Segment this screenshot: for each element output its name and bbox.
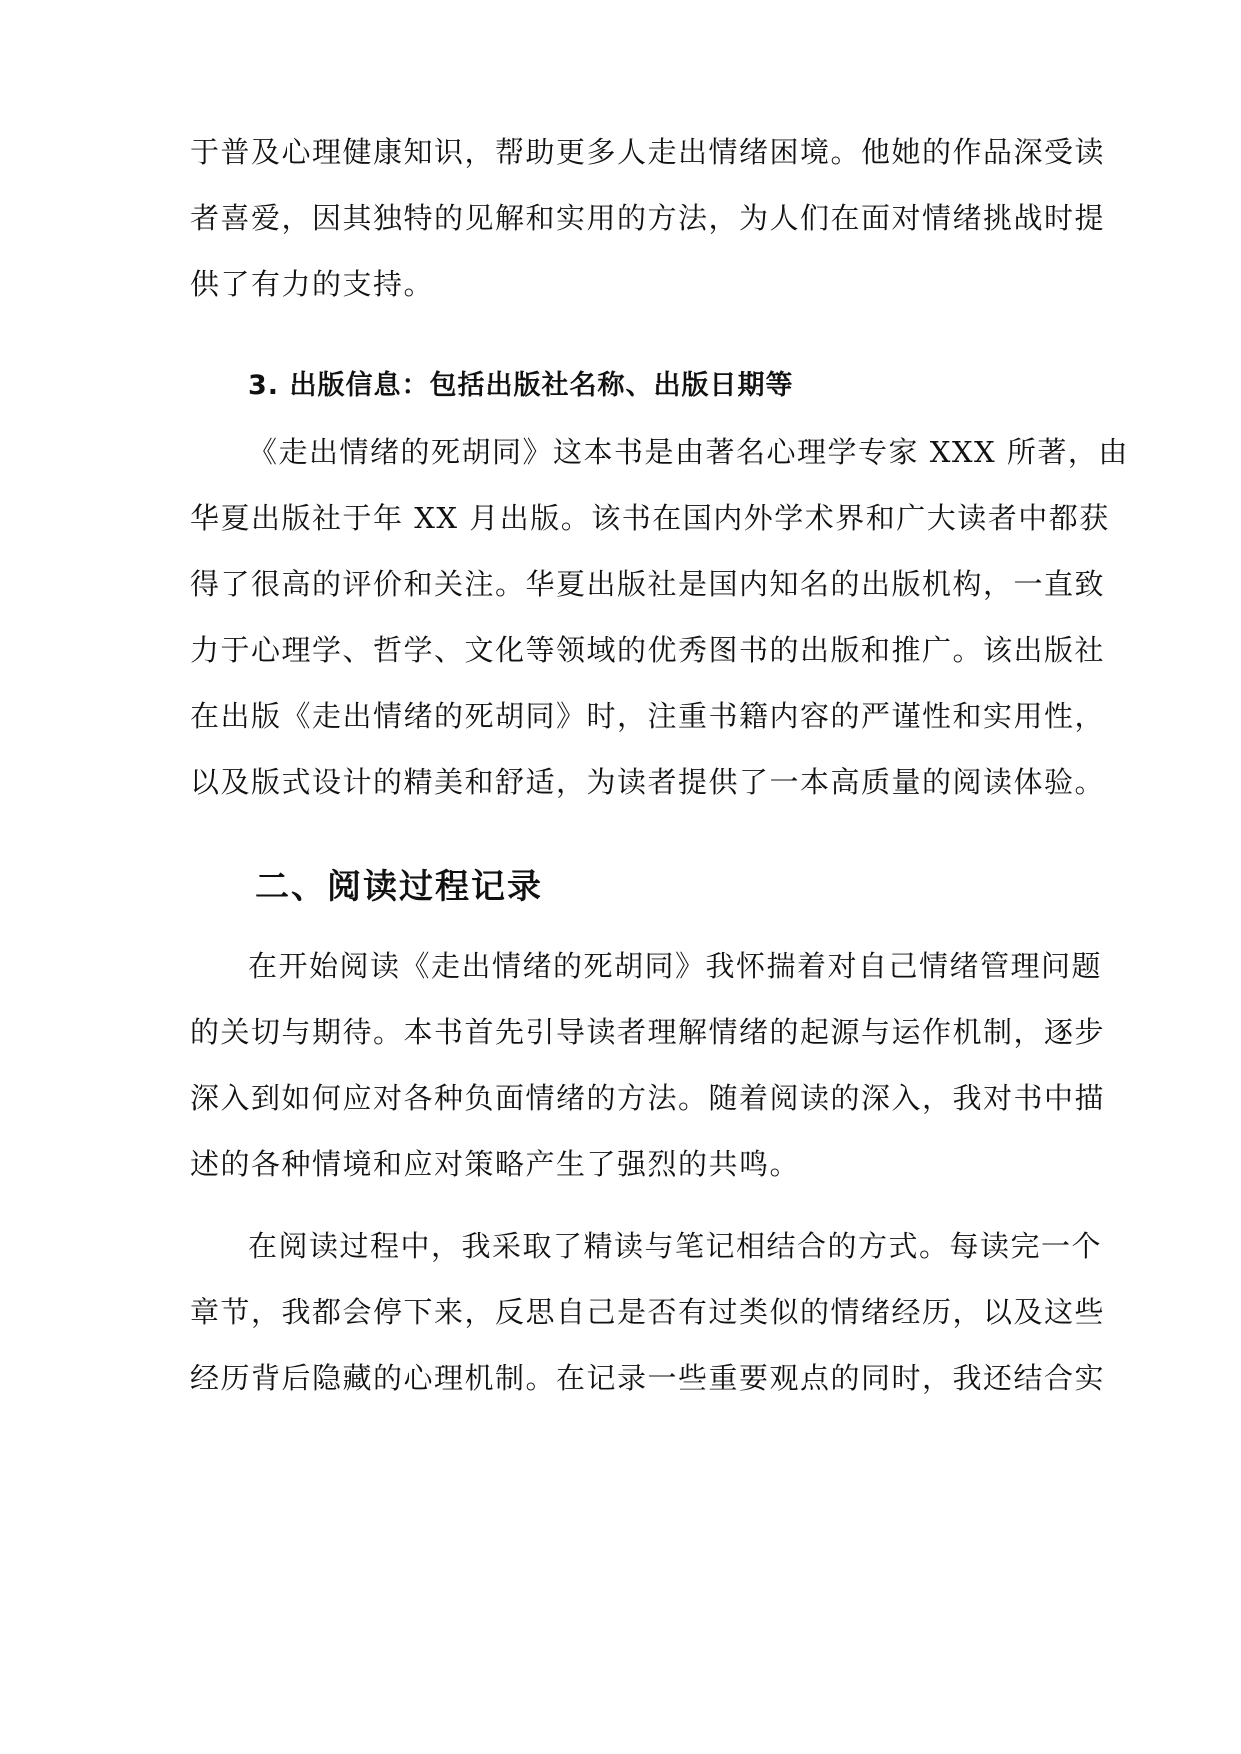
publication-line-1: 《走出情绪的死胡同》这本书是由著名心理学专家 XXX 所著，由 xyxy=(248,435,1129,469)
intro-line-1: 于普及心理健康知识，帮助更多人走出情绪困境。他她的作品深受读 xyxy=(190,135,1106,169)
publication-line-2: 华夏出版社于年 XX 月出版。该书在国内外学术界和广大读者中都获 xyxy=(190,501,1110,535)
reading-p1-line-2: 的关切与期待。本书首先引导读者理解情绪的起源与运作机制，逐步 xyxy=(190,1015,1106,1049)
reading-p2-line-2: 章节，我都会停下来，反思自己是否有过类似的情绪经历，以及这些 xyxy=(190,1295,1106,1329)
reading-p2-line-3: 经历背后隐藏的心理机制。在记录一些重要观点的同时，我还结合实 xyxy=(190,1361,1106,1395)
reading-p1-line-3: 深入到如何应对各种负面情绪的方法。随着阅读的深入，我对书中描 xyxy=(190,1081,1106,1115)
publication-info-heading: 3. 出版信息：包括出版社名称、出版日期等 xyxy=(248,370,794,401)
intro-line-2: 者喜爱，因其独特的见解和实用的方法，为人们在面对情绪挑战时提 xyxy=(190,201,1106,235)
publication-line-4: 力于心理学、哲学、文化等领域的优秀图书的出版和推广。该出版社 xyxy=(190,633,1106,667)
publication-line-3: 得了很高的评价和关注。华夏出版社是国内知名的出版机构，一直致 xyxy=(190,567,1106,601)
reading-process-heading: 二、阅读过程记录 xyxy=(255,867,543,907)
publication-line-5: 在出版《走出情绪的死胡同》时，注重书籍内容的严谨性和实用性， xyxy=(190,699,1106,733)
reading-p1-line-4: 述的各种情境和应对策略产生了强烈的共鸣。 xyxy=(190,1147,801,1181)
reading-p1-line-1: 在开始阅读《走出情绪的死胡同》我怀揣着对自己情绪管理问题 xyxy=(248,949,1103,983)
reading-p2-line-1: 在阅读过程中，我采取了精读与笔记相结合的方式。每读完一个 xyxy=(248,1229,1103,1263)
publication-line-6: 以及版式设计的精美和舒适，为读者提供了一本高质量的阅读体验。 xyxy=(190,765,1106,799)
intro-line-3: 供了有力的支持。 xyxy=(190,267,435,301)
